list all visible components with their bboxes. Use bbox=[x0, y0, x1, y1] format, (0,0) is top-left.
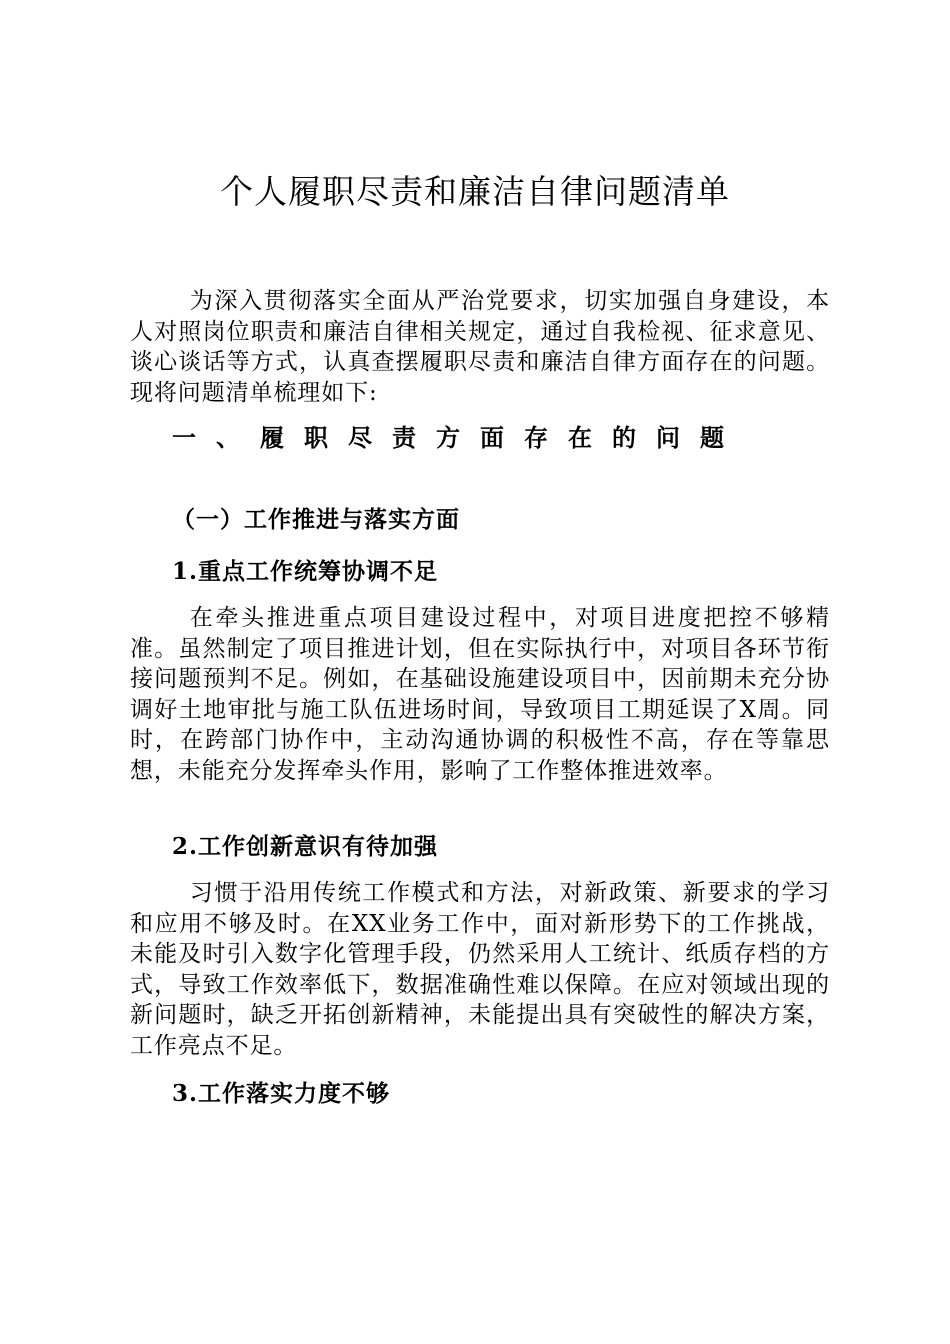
section-heading-duty: 一、履职尽责方面存在的问题 bbox=[172, 423, 744, 452]
subsection-heading-work-progress: （一）工作推进与落实方面 bbox=[172, 506, 460, 533]
item-heading-coordination: 1.重点工作统筹协调不足 bbox=[172, 558, 439, 585]
item-body-coordination: 在牵头推进重点项目建设过程中，对项目进度把控不够精准。虽然制定了项目推进计划，但在实际执行中，对项目各环节衔接问题预判不足。例如，在基础设施建设项目中，因前期未充分协调好土地审批与施工队伍进场时间，导致项目工期延误了X周。同时，在跨部门协作中，主动沟通协调的积极性不高，存在等靠思想，未能充分发挥牵头作用，影响了工作整体推进效率。 bbox=[130, 605, 830, 784]
item-heading-innovation: 2.工作创新意识有待加强 bbox=[172, 833, 439, 860]
item-heading-implementation: 3.工作落实力度不够 bbox=[172, 1080, 391, 1107]
document-title: 个人履职尽责和廉洁自律问题清单 bbox=[220, 172, 730, 211]
item-body-innovation: 习惯于沿用传统工作模式和方法，对新政策、新要求的学习和应用不够及时。在XX业务工作中，面对新形势下的工作挑战，未能及时引入数字化管理手段，仍然采用人工统计、纸质存档的方式，导致工作效率低下，数据准确性难以保障。在应对领域出现的新问题时，缺乏开拓创新精神，未能提出具有突破性的解决方案，工作亮点不足。 bbox=[130, 880, 830, 1059]
intro-paragraph: 为深入贯彻落实全面从严治党要求，切实加强自身建设，本人对照岗位职责和廉洁自律相关规定，通过自我检视、征求意见、谈心谈话等方式，认真查摆履职尽责和廉洁自律方面存在的问题。现将问题清单梳理如下: bbox=[130, 288, 830, 406]
